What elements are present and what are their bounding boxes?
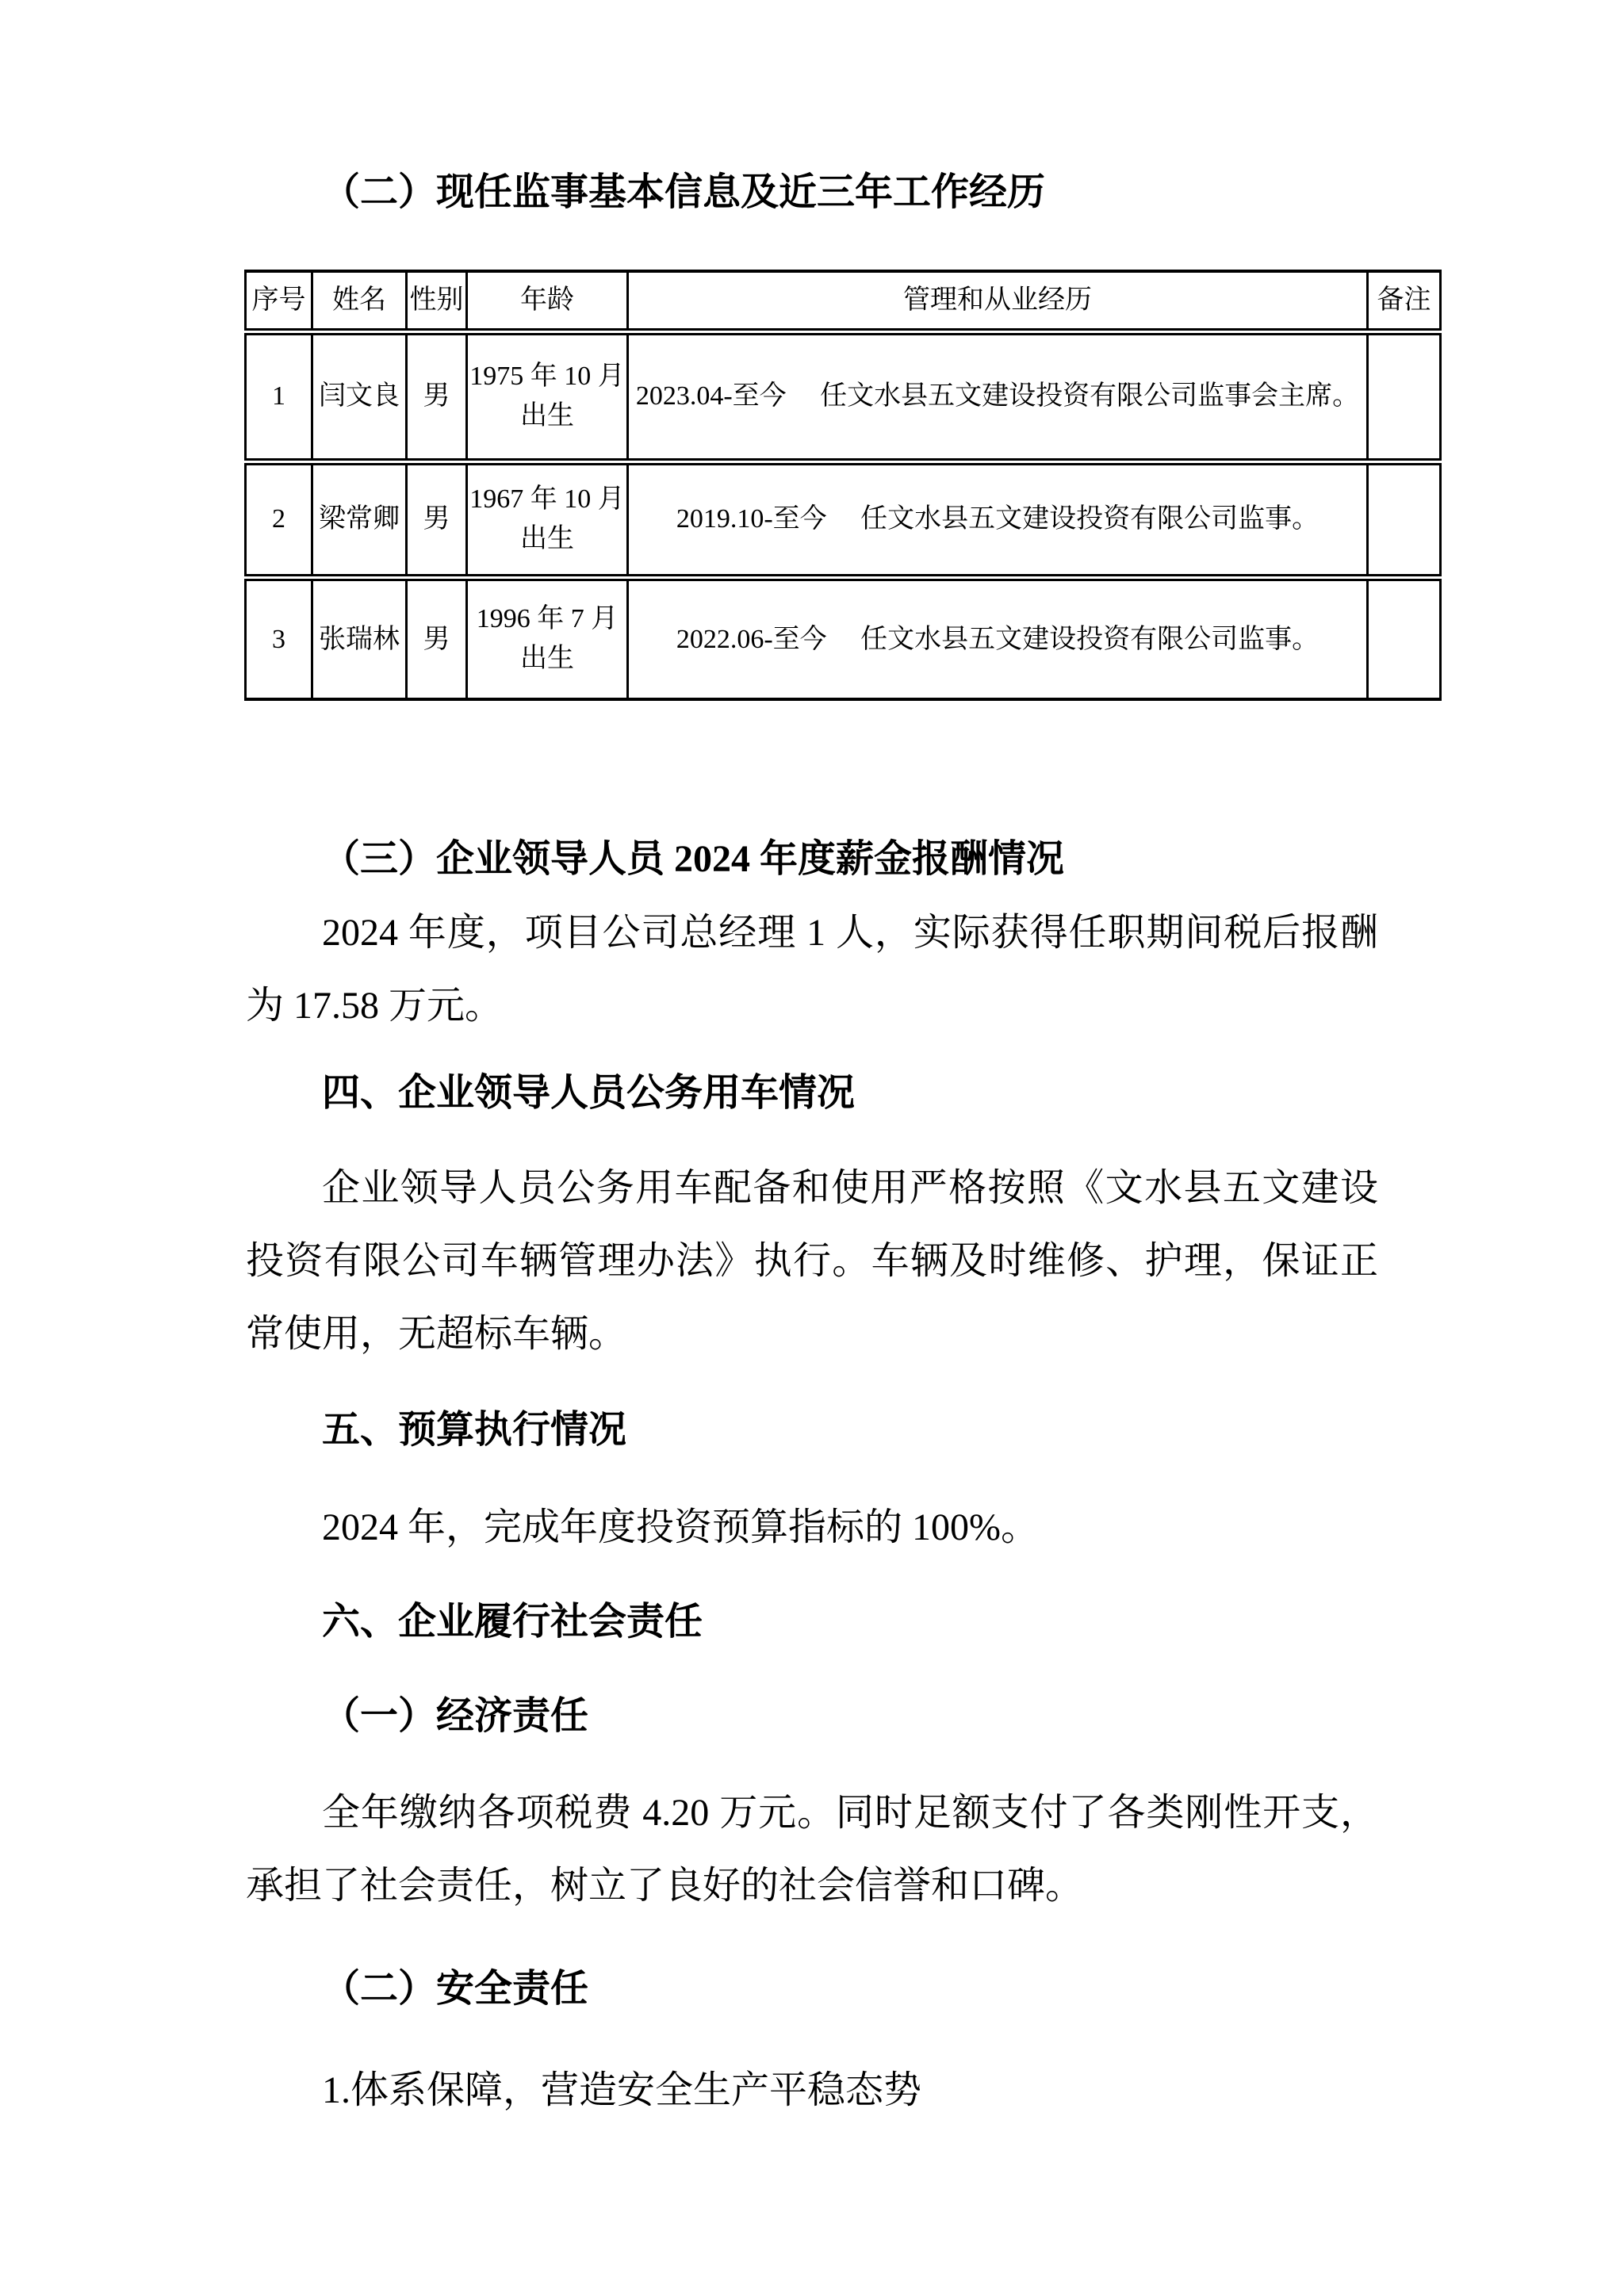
section-heading-economic: （一）经济责任: [322, 1695, 589, 1737]
age-line2: 出生: [520, 644, 574, 674]
supervisors-table: [244, 270, 1442, 701]
table-row: [246, 331, 1441, 461]
salary-paragraph: 2024 年度，项目公司总经理 1 人，实际获得任职期间税后报酬为 17.58 万元。: [246, 912, 1378, 1027]
cell-no: 1: [246, 331, 312, 461]
cell-name: 张瑞林: [312, 577, 407, 699]
section-heading-salary: （三）企业领导人员 2024 年度薪金报酬情况: [322, 838, 1065, 880]
age-line2: 出生: [520, 401, 574, 430]
economic-paragraph: 全年缴纳各项税费 4.20 万元。同时足额支付了各类刚性开支，承担了社会责任，树立了良好的社会信誉和口碑。: [246, 1792, 1378, 1907]
col-header-age: 年龄: [467, 271, 628, 331]
age-line2: 出生: [520, 524, 574, 553]
cell-name: 闫文良: [312, 331, 407, 461]
budget-paragraph: 2024 年，完成年度投资预算指标的 100%。: [322, 1506, 1039, 1548]
cell-note: [1368, 577, 1441, 699]
cell-age: [467, 331, 628, 461]
col-header-gender: 性别: [407, 271, 467, 331]
age-line1: 1975 年 10 月: [469, 362, 625, 391]
table-header-row: [246, 271, 1441, 331]
cell-age: [467, 577, 628, 699]
section-heading-supervisors: （二）现任监事基本信息及近三年工作经历: [322, 171, 1046, 213]
cell-gender: 男: [407, 331, 467, 461]
col-header-name: 姓名: [312, 271, 407, 331]
cell-note: [1368, 461, 1441, 577]
safety-paragraph: 1.体系保障，营造安全生产平稳态势: [322, 2069, 922, 2111]
age-line1: 1996 年 7 月: [476, 604, 619, 634]
cell-experience: 2023.04-至今 任文水县五文建设投资有限公司监事会主席。: [628, 331, 1368, 461]
cell-no: 2: [246, 461, 312, 577]
vehicle-paragraph: 企业领导人员公务用车配备和使用严格按照《文水县五文建设投资有限公司车辆管理办法》执行。车辆及时维修、护理，保证正常使用，无超标车辆。: [246, 1167, 1378, 1355]
section-heading-budget: 五、预算执行情况: [322, 1409, 627, 1451]
col-header-experience: 管理和从业经历: [628, 271, 1368, 331]
age-line1: 1967 年 10 月: [469, 484, 625, 514]
section-heading-social: 六、企业履行社会责任: [322, 1601, 703, 1643]
table-row: [246, 577, 1441, 699]
col-header-no: 序号: [246, 271, 312, 331]
cell-experience: 2022.06-至今 任文水县五文建设投资有限公司监事。: [628, 577, 1368, 699]
col-header-note: 备注: [1368, 271, 1441, 331]
cell-experience: 2019.10-至今 任文水县五文建设投资有限公司监事。: [628, 461, 1368, 577]
table-row: [246, 461, 1441, 577]
cell-age: [467, 461, 628, 577]
section-heading-safety: （二）安全责任: [322, 1968, 589, 2010]
section-heading-vehicle: 四、企业领导人员公务用车情况: [322, 1072, 856, 1114]
cell-no: 3: [246, 577, 312, 699]
cell-name: 梁常卿: [312, 461, 407, 577]
cell-note: [1368, 331, 1441, 461]
cell-gender: 男: [407, 461, 467, 577]
cell-gender: 男: [407, 577, 467, 699]
